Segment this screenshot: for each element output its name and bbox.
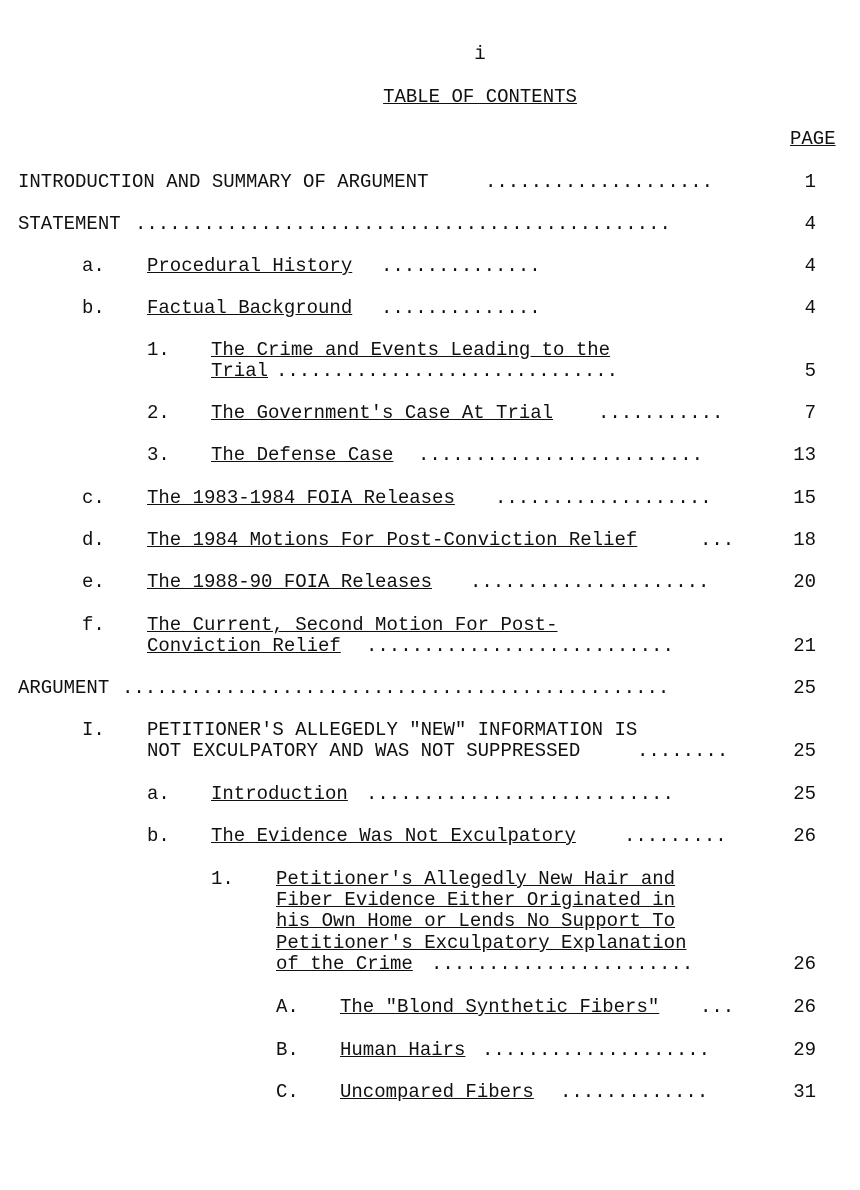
- dot-leader: .............: [560, 1081, 709, 1103]
- entry-label: b.: [82, 297, 105, 319]
- entry-label: e.: [82, 571, 105, 593]
- entry-page: 25: [793, 677, 816, 699]
- entry-page: 26: [793, 953, 816, 975]
- entry-page: 7: [804, 402, 816, 424]
- entry-page: 21: [793, 635, 816, 657]
- entry-title: The 1988-90 FOIA Releases: [147, 571, 433, 593]
- page-number: i: [474, 43, 486, 65]
- entry-title-line: Conviction Relief: [147, 635, 341, 657]
- dot-leader: ................................................: [122, 677, 670, 699]
- entry-page: 31: [793, 1081, 816, 1103]
- entry-label: 2.: [147, 402, 170, 424]
- entry-page: 4: [804, 297, 816, 319]
- entry-page: 5: [804, 360, 816, 382]
- entry-page: 13: [793, 444, 816, 466]
- entry-title-line: NOT EXCULPATORY AND WAS NOT SUPPRESSED: [147, 740, 581, 762]
- page-column-header: PAGE: [790, 128, 836, 150]
- dot-leader: ...: [700, 996, 735, 1018]
- entry-label: a.: [82, 255, 105, 277]
- dot-leader: .........: [624, 825, 727, 847]
- entry-label: d.: [82, 529, 105, 551]
- dot-leader: ...................: [495, 487, 712, 509]
- entry-title: ARGUMENT: [18, 677, 110, 699]
- entry-title: Procedural History: [147, 255, 353, 277]
- dot-leader: ...........................: [366, 635, 674, 657]
- dot-leader: ..............: [381, 297, 541, 319]
- dot-leader: ..............: [381, 255, 541, 277]
- entry-page: 1: [804, 171, 816, 193]
- dot-leader: ....................: [482, 1039, 711, 1061]
- entry-title-line: of the Crime: [276, 953, 413, 975]
- entry-title: Petitioner's Allegedly New Hair and: [276, 868, 676, 890]
- entry-label: C.: [276, 1081, 299, 1103]
- entry-title: The 1984 Motions For Post-Conviction Relief: [147, 529, 638, 551]
- entry-title: Uncompared Fibers: [340, 1081, 534, 1103]
- dot-leader: ....................: [485, 171, 714, 193]
- entry-page: 18: [793, 529, 816, 551]
- entry-title: The Current, Second Motion For Post-: [147, 614, 558, 636]
- entry-label: 1.: [147, 339, 170, 361]
- entry-title: The Crime and Events Leading to the: [211, 339, 611, 361]
- entry-title-line: Petitioner's Exculpatory Explanation: [276, 932, 687, 954]
- entry-title-line: Fiber Evidence Either Originated in: [276, 889, 676, 911]
- entry-label: a.: [147, 783, 170, 805]
- entry-title: The Government's Case At Trial: [211, 402, 554, 424]
- entry-page: 25: [793, 783, 816, 805]
- dot-leader: ...........: [598, 402, 724, 424]
- entry-title: Factual Background: [147, 297, 353, 319]
- dot-leader: ...............................................: [135, 213, 671, 235]
- entry-label: B.: [276, 1039, 299, 1061]
- entry-label: 1.: [211, 868, 234, 890]
- entry-label: c.: [82, 487, 105, 509]
- entry-label: 3.: [147, 444, 170, 466]
- dot-leader: ...........................: [366, 783, 674, 805]
- dot-leader: .........................: [418, 444, 704, 466]
- entry-title-line: his Own Home or Lends No Support To: [276, 910, 676, 932]
- entry-title: The 1983-1984 FOIA Releases: [147, 487, 455, 509]
- entry-title: STATEMENT: [18, 213, 121, 235]
- entry-page: 26: [793, 825, 816, 847]
- entry-title-line: Trial: [211, 360, 269, 382]
- entry-label: b.: [147, 825, 170, 847]
- entry-page: 29: [793, 1039, 816, 1061]
- entry-title: The "Blond Synthetic Fibers": [340, 996, 660, 1018]
- dot-leader: ...: [700, 529, 735, 551]
- entry-label: f.: [82, 614, 105, 636]
- dot-leader: ..............................: [276, 360, 619, 382]
- dot-leader: .....................: [470, 571, 710, 593]
- entry-title: INTRODUCTION AND SUMMARY OF ARGUMENT: [18, 171, 429, 193]
- entry-page: 20: [793, 571, 816, 593]
- entry-page: 26: [793, 996, 816, 1018]
- entry-page: 4: [804, 213, 816, 235]
- entry-title: PETITIONER'S ALLEGEDLY "NEW" INFORMATION IS: [147, 719, 638, 741]
- entry-title: The Evidence Was Not Exculpatory: [211, 825, 576, 847]
- dot-leader: ........: [637, 740, 729, 762]
- entry-page: 25: [793, 740, 816, 762]
- entry-title: The Defense Case: [211, 444, 394, 466]
- toc-title: TABLE OF CONTENTS: [383, 86, 577, 108]
- entry-page: 4: [804, 255, 816, 277]
- entry-label: I.: [82, 719, 105, 741]
- entry-page: 15: [793, 487, 816, 509]
- entry-title: Introduction: [211, 783, 348, 805]
- entry-title: Human Hairs: [340, 1039, 466, 1061]
- entry-label: A.: [276, 996, 299, 1018]
- dot-leader: .......................: [431, 953, 694, 975]
